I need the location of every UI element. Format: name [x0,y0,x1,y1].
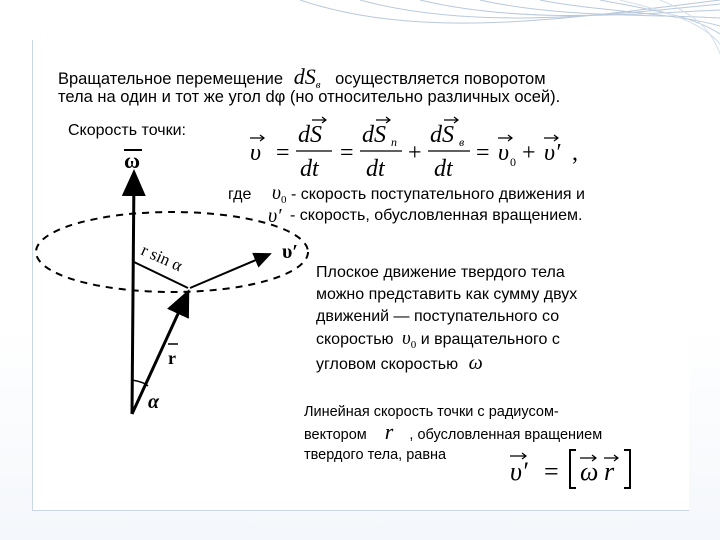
r-vector [132,292,188,414]
para-symbol-v0-text: υ [402,328,411,349]
final-r: r [604,457,615,486]
formula-den-3: dt [434,156,453,182]
rsin-label: r sin α [138,240,186,276]
para2-line-2-end: , обусловленная вращением [409,427,603,443]
omega-axis [132,172,134,414]
formula-den-2: dt [366,156,385,182]
para-line-4-end: и вращательного с [420,331,560,348]
where-line-2: - скорость, обусловленная вращением. [290,207,583,224]
final-omega: ω [580,457,599,486]
formula-num-2: dS [362,122,386,148]
formula-den-1: dt [300,156,319,182]
formula-eq-1: = [276,140,290,166]
where-symbol-v0-sub: 0 [281,194,287,206]
formula-num-2-sub: п [391,135,397,149]
para2-line-2 [304,419,603,445]
formula-num-3: dS [430,122,454,148]
where-word: где [228,186,252,203]
para-line-3: движений — поступательного со [316,308,560,325]
para-symbol-v0-sub: 0 [410,339,417,351]
para-line-4-start: скоростью [316,331,394,348]
plane-motion-paragraph [316,262,577,376]
rotation-diagram [32,146,322,426]
intro-symbol-ds [294,64,321,89]
para-symbol-v0 [402,328,416,349]
formula-vprime: υ′ [544,140,561,166]
where-symbol-v0-text: υ [271,182,281,204]
omega-label: ω [124,148,141,173]
formula-v0-sub: 0 [510,155,516,169]
intro-symbol-ds-sub: в [315,79,321,91]
para-line-1: Плоское движение твердого тела [316,264,565,281]
para-line-4 [316,328,577,352]
para2-line-2-start: вектором [304,427,367,443]
intro-line-1 [58,64,546,90]
para-line-2: можно представить как сумму двух [316,286,578,303]
formula-plus-1: + [408,140,422,166]
formula-eq-3: = [476,140,490,166]
vprime-vector [190,254,270,288]
para-line-5-text: угловом скоростью [316,356,459,373]
alpha-label: α [148,391,160,413]
final-lhs: υ′ [510,457,528,486]
cross-product-formula [504,444,644,494]
vprime-label: υ′ [282,241,299,263]
intro-symbol-ds-text: dS [293,64,316,89]
formula-eq-2: = [340,140,354,166]
where-symbol-vprime-text: υ′ [268,205,282,227]
r-label: r [168,348,176,368]
para-symbol-omega: ω [468,352,483,374]
where-line-1-text: - скорость поступательного движения и [290,186,585,203]
para2-line-1: Линейная скорость точки с радиусом- [304,404,559,420]
formula-v: υ [250,140,262,166]
intro-line-1-start: Вращательное перемещение [58,70,284,88]
para-line-5 [316,352,577,376]
final-eq: = [544,457,559,486]
formula-comma: , [572,140,578,166]
intro-line-2: тела на один и тот же угол dφ (но относительно различных осей). [58,88,561,106]
formula-num-3-sub: в [459,135,465,149]
speed-label: Скорость точки: [68,122,186,139]
formula-plus-2: + [522,140,536,166]
para2-symbol-r: r [384,419,394,444]
formula-v0: υ [498,140,510,166]
intro-line-1-end: осуществляется поворотом [335,70,546,88]
para2-line-3: твердого тела, равна [304,447,447,463]
formula-num-1: dS [298,122,322,148]
